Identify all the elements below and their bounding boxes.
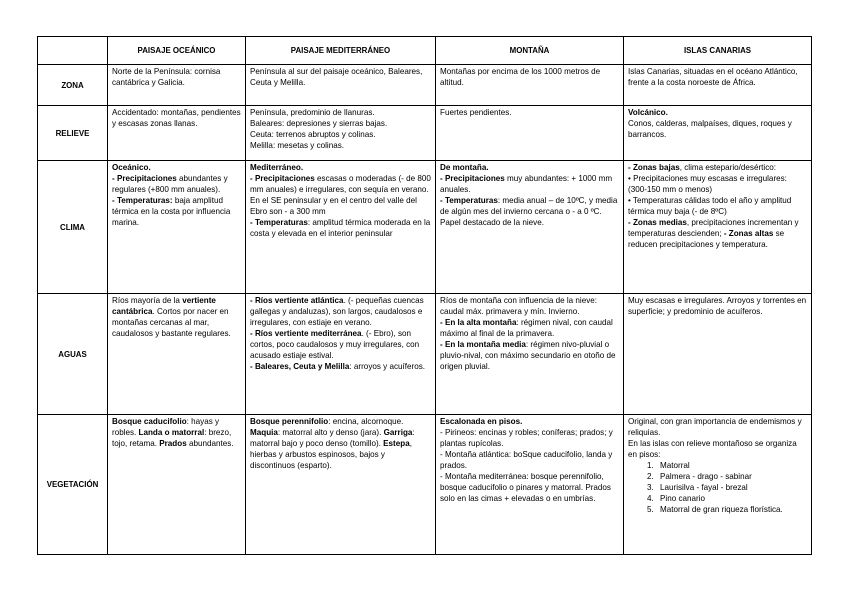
veg-med-bold: Estepa [383,439,410,448]
aguas-mon-text: : régimen nival, con caudal máximo al final de la primavera. [440,318,613,338]
cell-aguas-mediterraneo [246,294,436,415]
cell-relieve-oceanico: Accidentado: montañas, pendientes y escasas zonas llanas. [108,106,246,161]
aguas-med-label: - Ríos vertiente mediterránea [250,329,362,338]
clima-med-text: : amplitud térmica moderada en la costa y elevada en el interior peninsular [250,218,431,238]
veg-med-bold: Maquia [250,428,278,437]
veg-med-bold: Garriga [383,428,413,437]
row-aguas [38,294,812,415]
aguas-med-label: - Ríos vertiente atlántica [250,296,344,305]
clima-med-label: - Precipitaciones [250,174,315,183]
cell-vegetacion-mediterraneo [246,415,436,555]
header-row [38,37,812,65]
clima-can-label: - Zonas altas [723,229,774,238]
landscape-table [37,36,812,555]
list-item: 1. Matorral [656,460,807,471]
list-item: 4. Pino canario [656,493,807,504]
relieve-med-line: Melilla: mesetas y colinas. [250,141,345,150]
veg-oce-text: : brezo, tojo, retama. [112,428,232,448]
clima-med-label: - Temperaturas [250,218,308,227]
relieve-med-line: Ceuta: terrenos abruptos y colinas. [250,130,376,139]
aguas-med-text: . (- pequeñas cuencas gallegas y andaluzas), son largos, caudalosos e irregulares, con estiaje en verano. [250,296,424,327]
header-canarias: ISLAS CANARIAS [624,37,812,65]
clima-oce-text: abundantes y regulares (+800 mm anuales). [112,174,228,194]
veg-oce-text: : hayas y robles. [112,417,220,437]
cell-aguas-montana [436,294,624,415]
header-oceanico: PAISAJE OCEÁNICO [108,37,246,65]
relieve-med-line: Baleares: depresiones y sierras bajas. [250,119,388,128]
veg-med-text: : matorral alto y denso (jara). [277,428,384,437]
list-item: 5. Matorral de gran riqueza florística. [656,504,807,515]
row-vegetacion [38,415,812,555]
header-mediterraneo: PAISAJE MEDITERRÁNEO [246,37,436,65]
clima-can-text: se reducen precipitaciones y temperatura. [628,229,785,249]
clima-oce-text: baja amplitud térmica en la costa por influencia marina. [112,196,231,227]
row-label-zona: ZONA [38,65,108,106]
aguas-mon-label: - En la alta montaña [440,318,517,327]
relieve-canarias-title: Volcánico. [628,108,668,117]
veg-can-intro: Original, con gran importancia de endemismos y reliquias. [628,417,802,437]
aguas-med-text: . (- Ebro), son cortos, poco caudalosos y muy irregulares, con acusado estiaje estival. [250,329,420,360]
veg-can-intro: En las islas con relieve montañoso se organiza en pisos: [628,439,797,459]
row-label-clima: CLIMA [38,161,108,294]
clima-mon-label: - Temperaturas [440,196,498,205]
veg-mon-line: - Pirineos: encinas y robles; coníferas; prados; y plantas rupícolas. [440,428,613,448]
list-item: 2. Palmera - drago - sabinar [656,471,807,482]
clima-can-text: , precipitaciones incrementan y temperaturas descienden; [628,218,799,238]
veg-med-text: : matorral bajo y poco denso (tomillo). [250,428,415,448]
cell-zona-oceanico: Norte de la Península: cornisa cantábrica y Galicia. [108,65,246,106]
row-relieve [38,106,812,161]
header-empty [38,37,108,65]
cell-vegetacion-oceanico [108,415,246,555]
cell-aguas-oceanico [108,294,246,415]
clima-oce-title: Oceánico. [112,163,151,172]
row-label-aguas: AGUAS [38,294,108,415]
relieve-canarias-text: Conos, calderas, malpaíses, diques, roques y barrancos. [628,119,792,139]
clima-mon-title: De montaña. [440,163,489,172]
clima-can-text: , clima estepario/desértico: [679,163,777,172]
cell-vegetacion-canarias [624,415,812,555]
clima-mon-text: : media anual – de 10ºC, y media de algún mes del invierno cercana o - a 0 ºC. Papel destacado de la nieve. [440,196,618,227]
veg-med-text: , hierbas y arbustos espinosos, bajos y discontinuos (esparto). [250,439,412,470]
cell-relieve-canarias [624,106,812,161]
veg-oce-bold: Bosque caducifolio [112,417,187,426]
cell-aguas-canarias: Muy escasas e irregulares. Arroyos y torrentes en superficie; y predominio de acuíferos. [624,294,812,415]
cell-relieve-montana: Fuertes pendientes. [436,106,624,161]
cell-vegetacion-montana [436,415,624,555]
cell-clima-montana [436,161,624,294]
veg-oce-text: abundantes. [186,439,234,448]
cell-zona-canarias: Islas Canarias, situadas en el océano Atlántico, frente a la costa noroeste de África. [624,65,812,106]
aguas-oce-bold: vertiente cantábrica [112,296,216,316]
clima-med-title: Mediterráneo. [250,163,304,172]
veg-mon-line: - Montaña atlántica: boSque caducifolio, landa y prados. [440,450,613,470]
row-label-vegetacion: VEGETACIÓN [38,415,108,555]
veg-mon-line: - Montaña mediterránea: bosque perennifolio, bosque caducifolio o pinares y matorral. Prados solo en las cimas + elevadas o en umbrías. [440,472,611,503]
veg-oce-bold: Prados [159,439,187,448]
cell-zona-mediterraneo: Península al sur del paisaje oceánico, Baleares, Ceuta y Melilla. [246,65,436,106]
cell-clima-canarias [624,161,812,294]
clima-oce-label: - Precipitaciones [112,174,177,183]
clima-can-label: - Zonas medias [628,218,687,227]
row-clima [38,161,812,294]
cell-clima-mediterraneo [246,161,436,294]
row-zona [38,65,812,106]
aguas-med-label: - Baleares, Ceuta y Melilla [250,362,350,371]
relieve-med-line: Península, predominio de llanuras. [250,108,375,117]
aguas-med-text: : arroyos y acuíferos. [349,362,425,371]
cell-relieve-mediterraneo [246,106,436,161]
list-item: 3. Laurisilva - fayal - brezal [656,482,807,493]
clima-can-bullet: • Precipitaciones muy escasas e irregulares: (300-150 mm o menos) [628,174,787,194]
header-montana: MONTAÑA [436,37,624,65]
cell-clima-oceanico [108,161,246,294]
veg-can-pisos-list [628,460,807,515]
aguas-oce-text: Ríos mayoría de la [112,296,183,305]
clima-mon-label: - Precipitaciones [440,174,505,183]
clima-med-text: escasas o moderadas (- de 800 mm anuales) e irregulares, con sequía en verano. En el SE peninsular y en el centro del valle del Ebro son - a 300 mm [250,174,431,216]
aguas-oce-text: . Cortos por nacer en montañas cercanas al mar, caudalosos y bastante regulares. [112,307,231,338]
row-label-relieve: RELIEVE [38,106,108,161]
veg-med-bold: Bosque perennifolio [250,417,329,426]
veg-oce-bold: Landa o matorral [138,428,205,437]
clima-can-label: - Zonas bajas [628,163,680,172]
veg-mon-title: Escalonada en pisos. [440,417,523,426]
veg-med-text: : encina, alcornoque. [328,417,404,426]
aguas-mon-label: - En la montaña media [440,340,526,349]
aguas-mon-intro: Ríos de montaña con influencia de la nieve: caudal máx. primavera y mín. Invierno. [440,296,598,316]
cell-zona-montana: Montañas por encima de los 1000 metros de altitud. [436,65,624,106]
clima-oce-label: - Temperaturas: [112,196,173,205]
clima-mon-text: muy abundantes: + 1000 mm anuales. [440,174,613,194]
clima-can-bullet: • Temperaturas cálidas todo el año y amplitud térmica muy baja (- de 8ºC) [628,196,792,216]
aguas-mon-text: : régimen nivo-pluvial o pluvio-nival, con máximo secundario en otoño de origen pluvial. [440,340,616,371]
